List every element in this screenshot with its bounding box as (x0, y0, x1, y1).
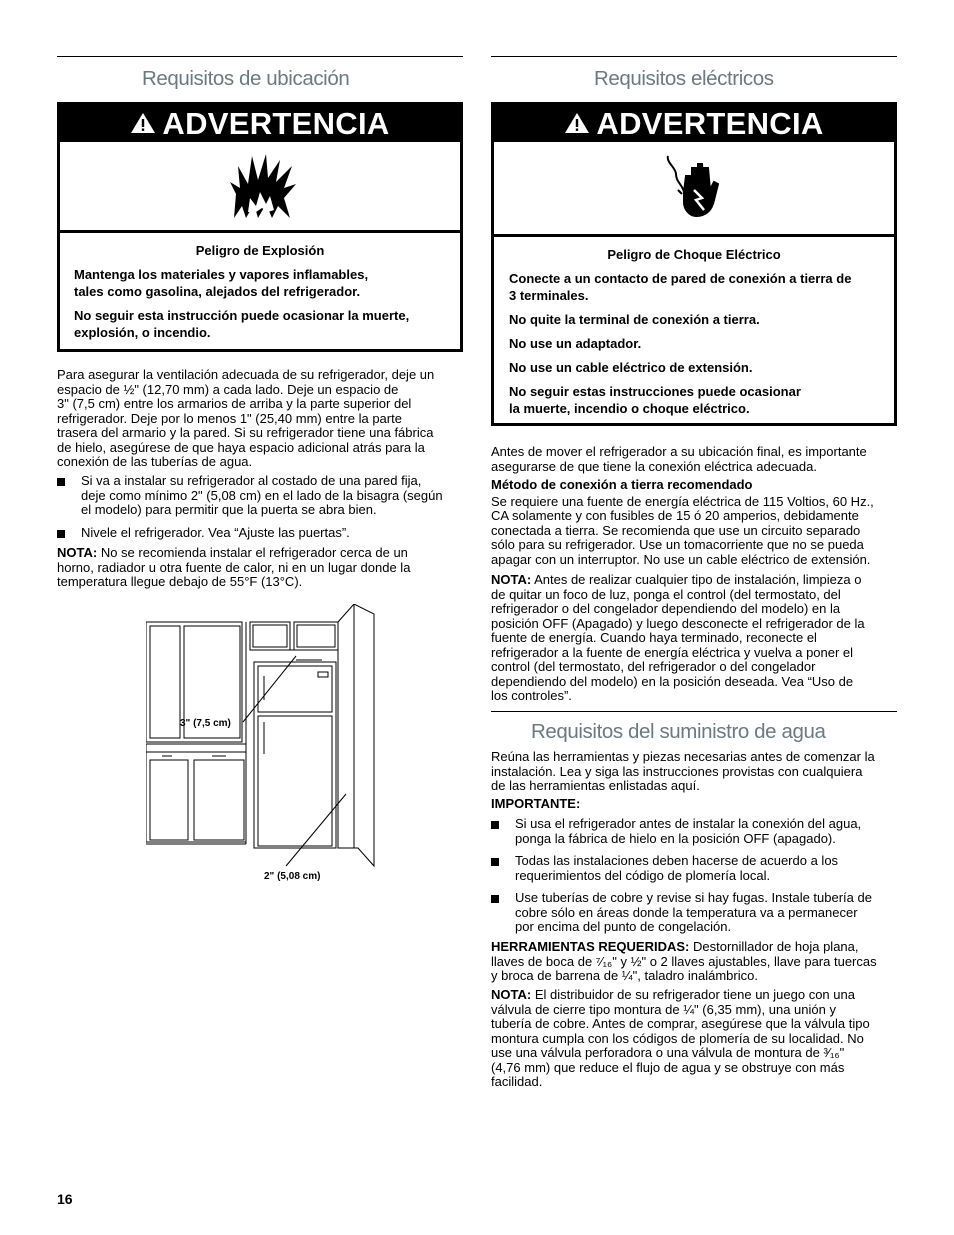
explosion-icon (228, 152, 298, 220)
section-title-ubicacion: Requisitos de ubicación (142, 67, 350, 90)
list-item: Todas las instalaciones deben hacerse de acuerdo a los requerimientos del código de plomería local. (491, 854, 901, 883)
warning-line: No seguir esta instrucción puede ocasionar la muerte, (74, 308, 410, 323)
warning-line: explosión, o incendio. (74, 325, 211, 340)
page-number: 16 (57, 1191, 73, 1207)
electric-shock-hand-icon (662, 154, 722, 218)
grounding-method: Método de conexión a tierra recomendado Se requiere una fuente de energía eléctrica de 115 Voltios, 60 Hz., CA solamente y con fusibles de 15 ó 20 amperios, debidamente conectada a tierra. Se recomienda que use un circuito separado sólo para su refrigerador. Use un tomacorriente que no se pueda apagar con un interruptor. No use un cable eléctrico de extensión. (491, 478, 901, 567)
clearance-label-bottom: 2" (5,08 cm) (264, 871, 321, 882)
warning-box-explosion (57, 102, 463, 352)
warning-body (60, 233, 460, 341)
warning-box-electric (491, 102, 897, 426)
warning-triangle-icon (564, 112, 590, 134)
warning-line: Mantenga los materiales y vapores inflamables, (74, 267, 369, 282)
method-title: Método de conexión a tierra recomendado (491, 477, 753, 492)
warning-body (494, 237, 894, 417)
warning-line: No use un adaptador. (509, 336, 642, 351)
refrigerator-clearance-diagram (146, 604, 376, 884)
left-top-rule (57, 56, 463, 57)
electric-intro: Antes de mover el refrigerador a su ubicación final, es importante asegurarse de que tiene la conexión eléctrica adecuada. (491, 444, 867, 474)
right-top-rule (491, 56, 897, 57)
warning-line: No use un cable eléctrico de extensión. (509, 360, 753, 375)
clearance-label-top: 3" (7,5 cm) (180, 718, 231, 729)
warning-line: la muerte, incendio o choque eléctrico. (509, 401, 750, 416)
list-item: Si usa el refrigerador antes de instalar la conexión del agua, ponga la fábrica de hielo en la posición OFF (apagado). (491, 817, 901, 846)
location-bullets (57, 474, 467, 540)
warning-line: tales como gasolina, alejados del refrigerador. (74, 284, 361, 299)
warning-line: 3 terminales. (509, 288, 589, 303)
warning-line: Conecte a un contacto de pared de conexión a tierra de (509, 271, 852, 286)
explosion-icon-panel (60, 142, 460, 233)
water-note: NOTA: El distribuidor de su refrigerador tiene un juego con una válvula de cierre tipo montura de ¼" (6,35 mm), una unión y tubería de cobre. Antes de comprar, asegúrese que la válvula tipo montura cumpla con los códigos de plomería de su localidad. No use una válvula perforadora o una válvula de montura de ³⁄₁₆" (4,76 mm) que reduce el flujo de agua y se obstruye con más facilidad. (491, 987, 870, 1089)
list-item: Nivele el refrigerador. Vea “Ajuste las puertas”. (57, 526, 467, 541)
electric-shock-icon-panel (494, 142, 894, 237)
hazard-title: Peligro de Choque Eléctrico (607, 247, 781, 262)
water-intro: Reúna las herramientas y piezas necesarias antes de comenzar la instalación. Lea y siga las instrucciones provistas con cualquiera de las herramientas enlistadas aquí. (491, 749, 875, 793)
tools-required: HERRAMIENTAS REQUERIDAS: Destornillador de hoja plana, llaves de boca de ⁷⁄₁₆" y ½" o 2 llaves ajustables, llave para tuercas y broca de barrena de ¼", taladro inalámbrico. (491, 939, 877, 983)
warning-header: ADVERTENCIA (60, 105, 460, 142)
warning-line: No seguir estas instrucciones puede ocasionar (509, 384, 801, 399)
location-note: NOTA: No se recomienda instalar el refrigerador cerca de un horno, radiador u otra fuente de calor, ni en un lugar donde la temperatura llegue debajo de 55°F (13°C). (57, 545, 411, 589)
warning-triangle-icon (130, 112, 156, 134)
warning-header: ADVERTENCIA (494, 105, 894, 142)
list-item: Si va a instalar su refrigerador al costado de una pared fija, deje como mínimo 2" (5,08 cm) en el lado de la bisagra (según el modelo) para permitir que la puerta se abra bien. (57, 474, 467, 518)
warning-line: No quite la terminal de conexión a tierra. (509, 312, 760, 327)
water-section-rule (491, 711, 897, 712)
section-title-electricos: Requisitos eléctricos (594, 67, 774, 90)
ventilation-paragraph: Para asegurar la ventilación adecuada de su refrigerador, deje un espacio de ½" (12,70 mm) a cada lado. Deje un espacio de 3" (7,5 cm) entre los armarios de arriba y la parte superior del refrigerador. Deje por lo menos 1" (25,40 mm) entre la parte trasera del armario y la pared. Si su refrigerador tiene una fábrica de hielo, asegúrese de que haya espacio adicional atrás para la conexión de las tuberías de agua. (57, 367, 435, 469)
importante-label: IMPORTANTE: (491, 796, 581, 811)
hazard-title: Peligro de Explosión (195, 243, 325, 258)
electric-note: NOTA: Antes de realizar cualquier tipo de instalación, limpieza o de quitar un foco de luz, ponga el control (del termostato, del refrigerador o del congelador dependiendo del modelo) en la posición OFF (Apagado) y luego desconecte el refrigerador de la fuente de energía. Cuando haya terminado, reconecte el refrigerador a la fuente de energía eléctrica y vuelva a poner el control (del termostato, del refrigerador o del congelador dependiendo del modelo) en la posición deseada. Vea “Uso de los controles”. (491, 572, 865, 703)
list-item: Use tuberías de cobre y revise si hay fugas. Instale tubería de cobre sólo en áreas donde la temperatura va a permanecer por encima del punto de congelación. (491, 891, 901, 935)
section-title-agua: Requisitos del suministro de agua (531, 720, 826, 743)
water-bullets (491, 817, 901, 935)
